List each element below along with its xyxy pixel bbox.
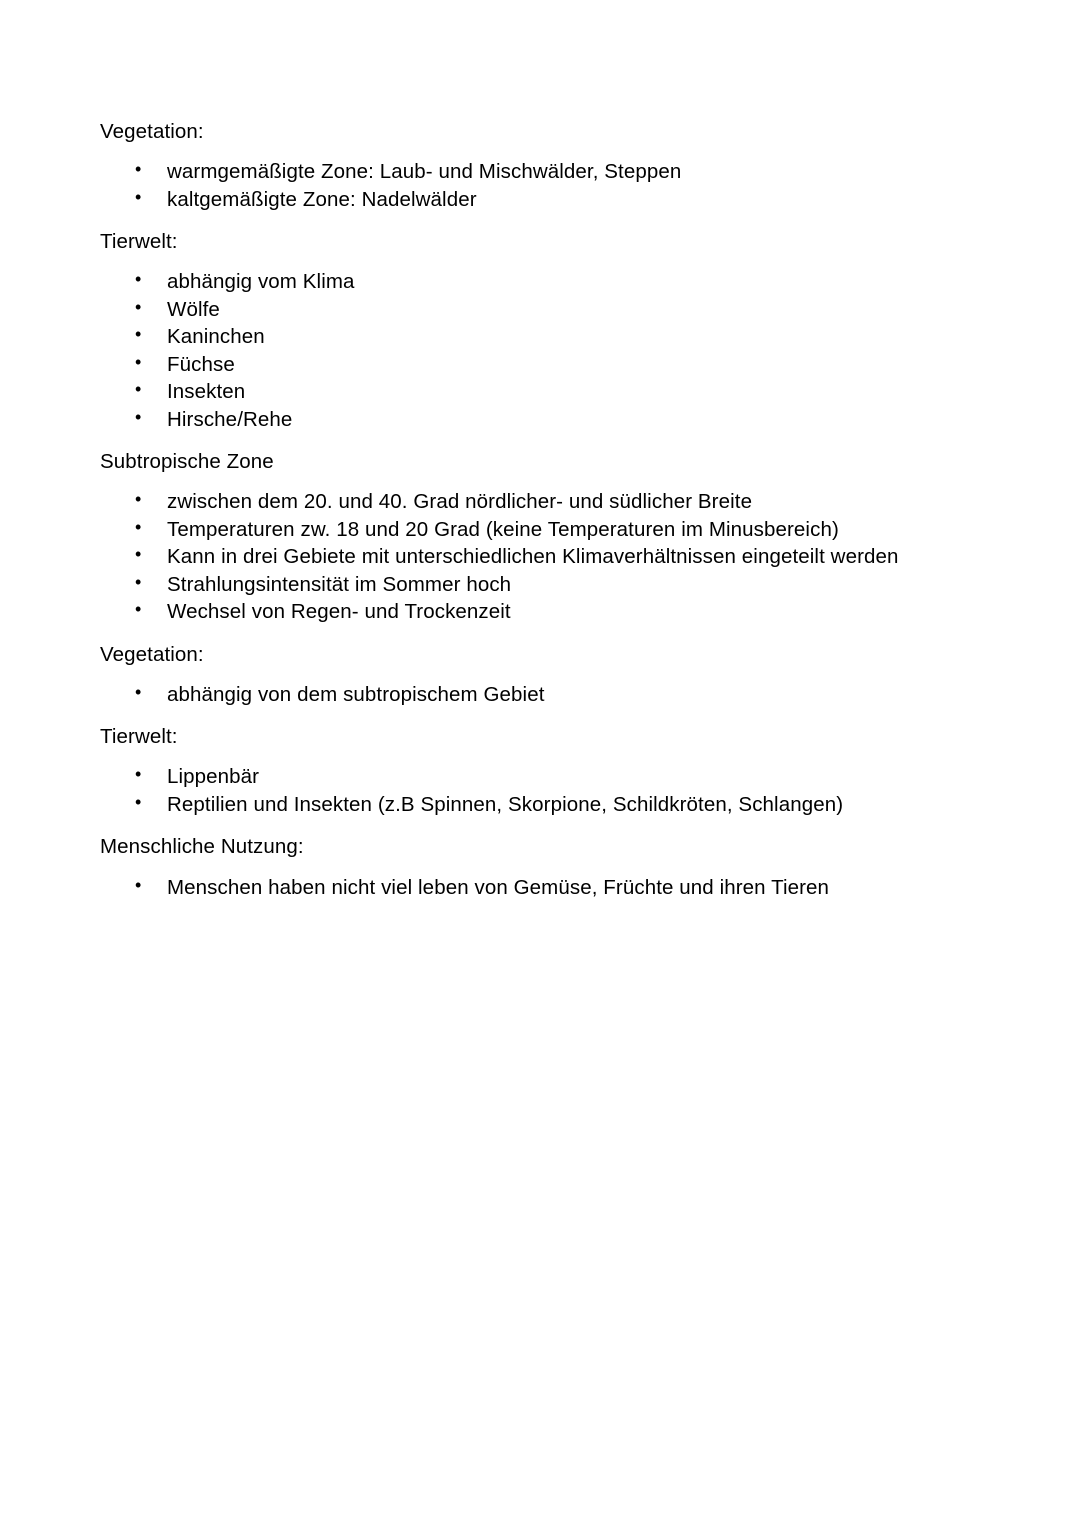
list-item: • Lippenbär: [100, 764, 980, 790]
document-body: [100, 118, 980, 900]
list-item: • Füchse: [100, 352, 980, 378]
bullet-list: [100, 489, 980, 625]
bullet-list: [100, 269, 980, 432]
list-item: • Kaninchen: [100, 324, 980, 350]
list-item: • Insekten: [100, 379, 980, 405]
section-heading: Menschliche Nutzung:: [100, 835, 304, 859]
section-heading: Subtropische Zone: [100, 450, 274, 474]
list-item: • Hirsche/Rehe: [100, 407, 980, 433]
list-item: • Temperaturen zw. 18 und 20 Grad (keine Temperaturen im Minusbereich): [100, 517, 980, 543]
list-item: • Reptilien und Insekten (z.B Spinnen, Skorpione, Schildkröten, Schlangen): [100, 792, 980, 818]
section-heading: Vegetation:: [100, 120, 204, 143]
list-item: • kaltgemäßigte Zone: Nadelwälder: [100, 187, 980, 213]
list-item: • Wölfe: [100, 297, 980, 323]
list-item: • warmgemäßigte Zone: Laub- und Mischwälder, Steppen: [100, 159, 980, 185]
bullet-list: [100, 682, 980, 708]
list-item: • zwischen dem 20. und 40. Grad nördlicher- und südlicher Breite: [100, 489, 980, 515]
section-heading: Vegetation:: [100, 642, 204, 666]
section-heading: Tierwelt:: [100, 230, 178, 254]
list-item: • abhängig von dem subtropischem Gebiet: [100, 682, 980, 708]
bullet-list: [100, 764, 980, 817]
list-item: • Kann in drei Gebiete mit unterschiedlichen Klimaverhältnissen eingeteilt werden: [100, 544, 980, 570]
list-item: • Menschen haben nicht viel leben von Gemüse, Früchte und ihren Tieren: [100, 875, 980, 901]
list-item: • abhängig vom Klima: [100, 269, 980, 295]
list-item: • Strahlungsintensität im Sommer hoch: [100, 572, 980, 598]
bullet-list: [100, 159, 980, 212]
section-heading: Tierwelt:: [100, 725, 178, 749]
bullet-list: [100, 875, 980, 901]
list-item: • Wechsel von Regen- und Trockenzeit: [100, 599, 980, 625]
